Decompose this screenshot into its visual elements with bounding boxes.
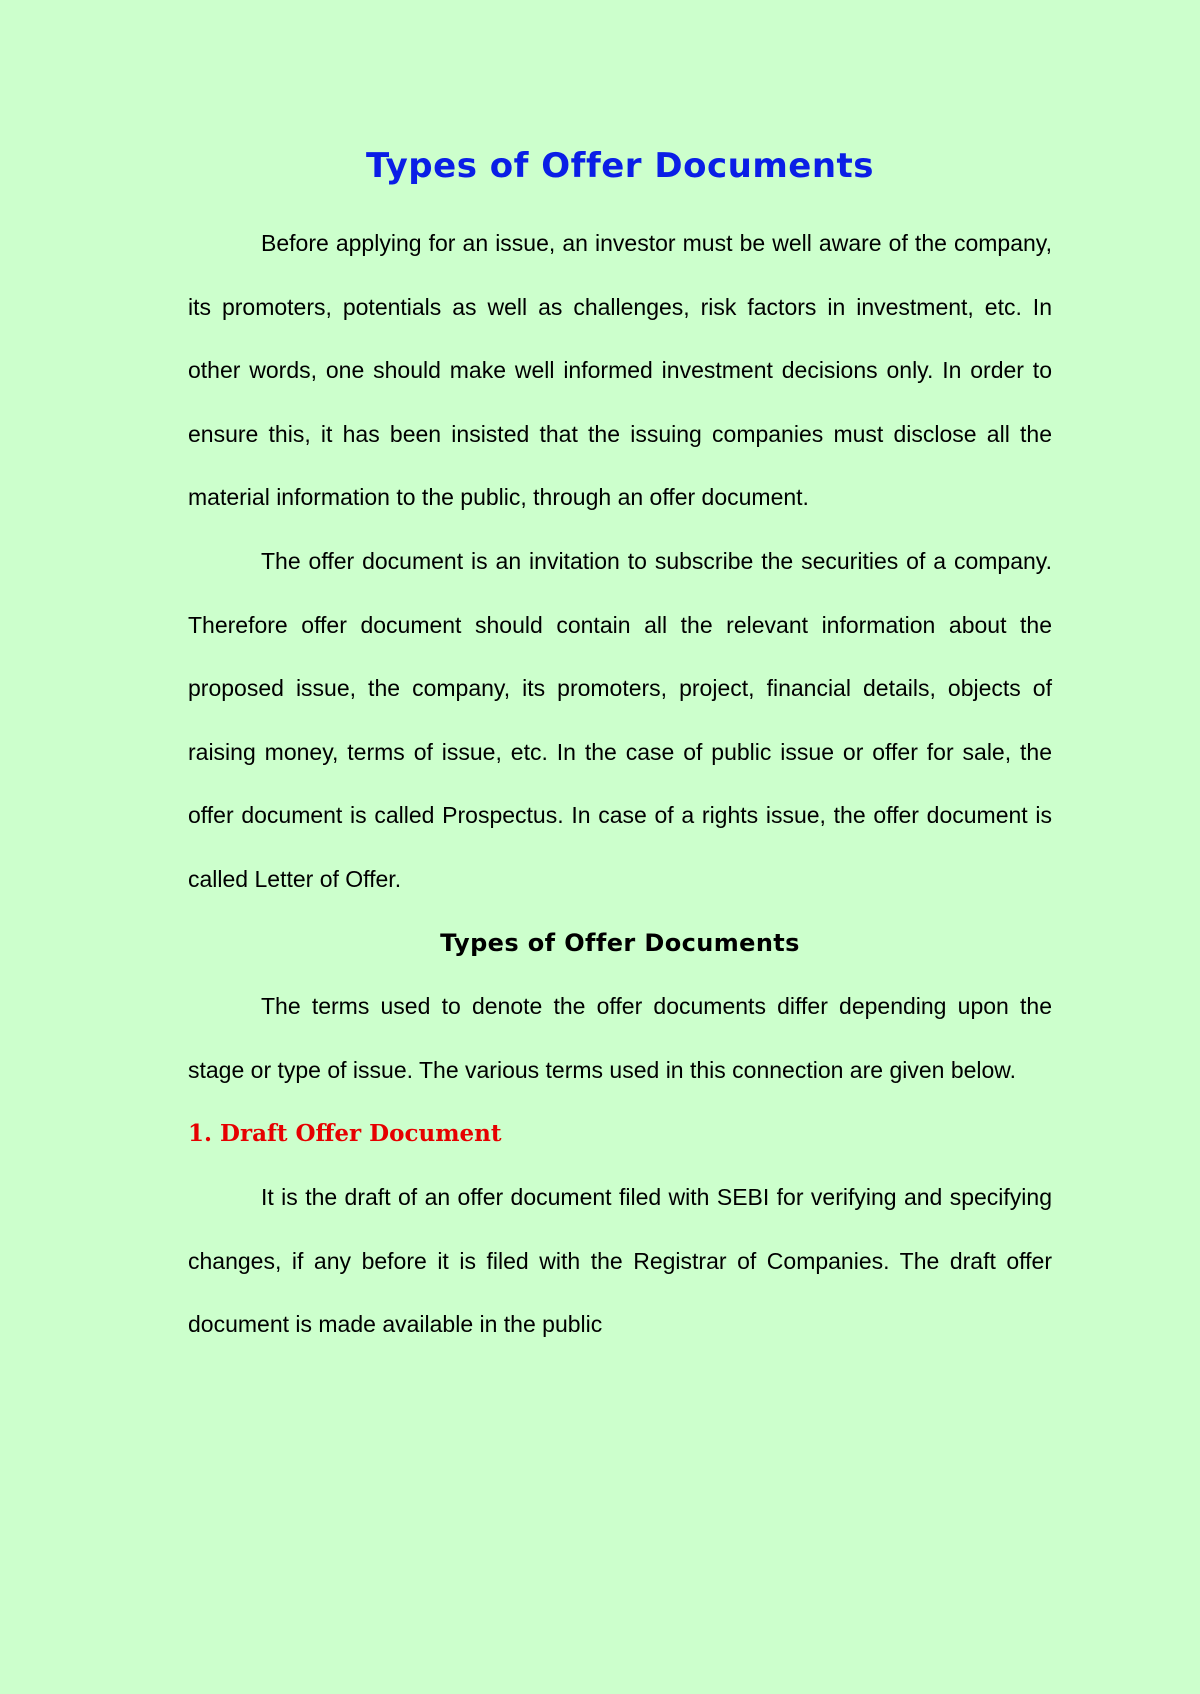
- intro-paragraph-2: The offer document is an invitation to subscribe the securities of a company. Therefore offer document should contain all the relevant information about the proposed issue, the company, its promoters, project, financial details, objects of raising money, terms of issue, etc. In the case of public issue or offer for sale, the offer document is called Prospectus. In case of a rights issue, the offer document is called Letter of Offer.: [188, 547, 1052, 892]
- terms-paragraph: The terms used to denote the offer documents differ depending upon the stage or type of issue. The various terms used in this connection are given below.: [188, 993, 1052, 1083]
- draft-offer-document-heading: 1. Draft Offer Document: [188, 1120, 502, 1148]
- page-title: Types of Offer Documents: [365, 146, 875, 186]
- intro-paragraph-1: Before applying for an issue, an investor must be well aware of the company, its promoters, potentials as well as challenges, risk factors in investment, etc. In other words, one should make well informed investment decisions only. In order to ensure this, it has been insisted that the issuing companies must disclose all the material information to the public, through an offer document.: [188, 230, 1052, 511]
- section-subheading: Types of Offer Documents: [440, 928, 800, 957]
- document-page: [188, 140, 1052, 1357]
- draft-offer-document-paragraph: It is the draft of an offer document filed with SEBI for verifying and specifying changes, if any before it is filed with the Registrar of Companies. The draft offer document is made available in the public: [188, 1183, 1052, 1338]
